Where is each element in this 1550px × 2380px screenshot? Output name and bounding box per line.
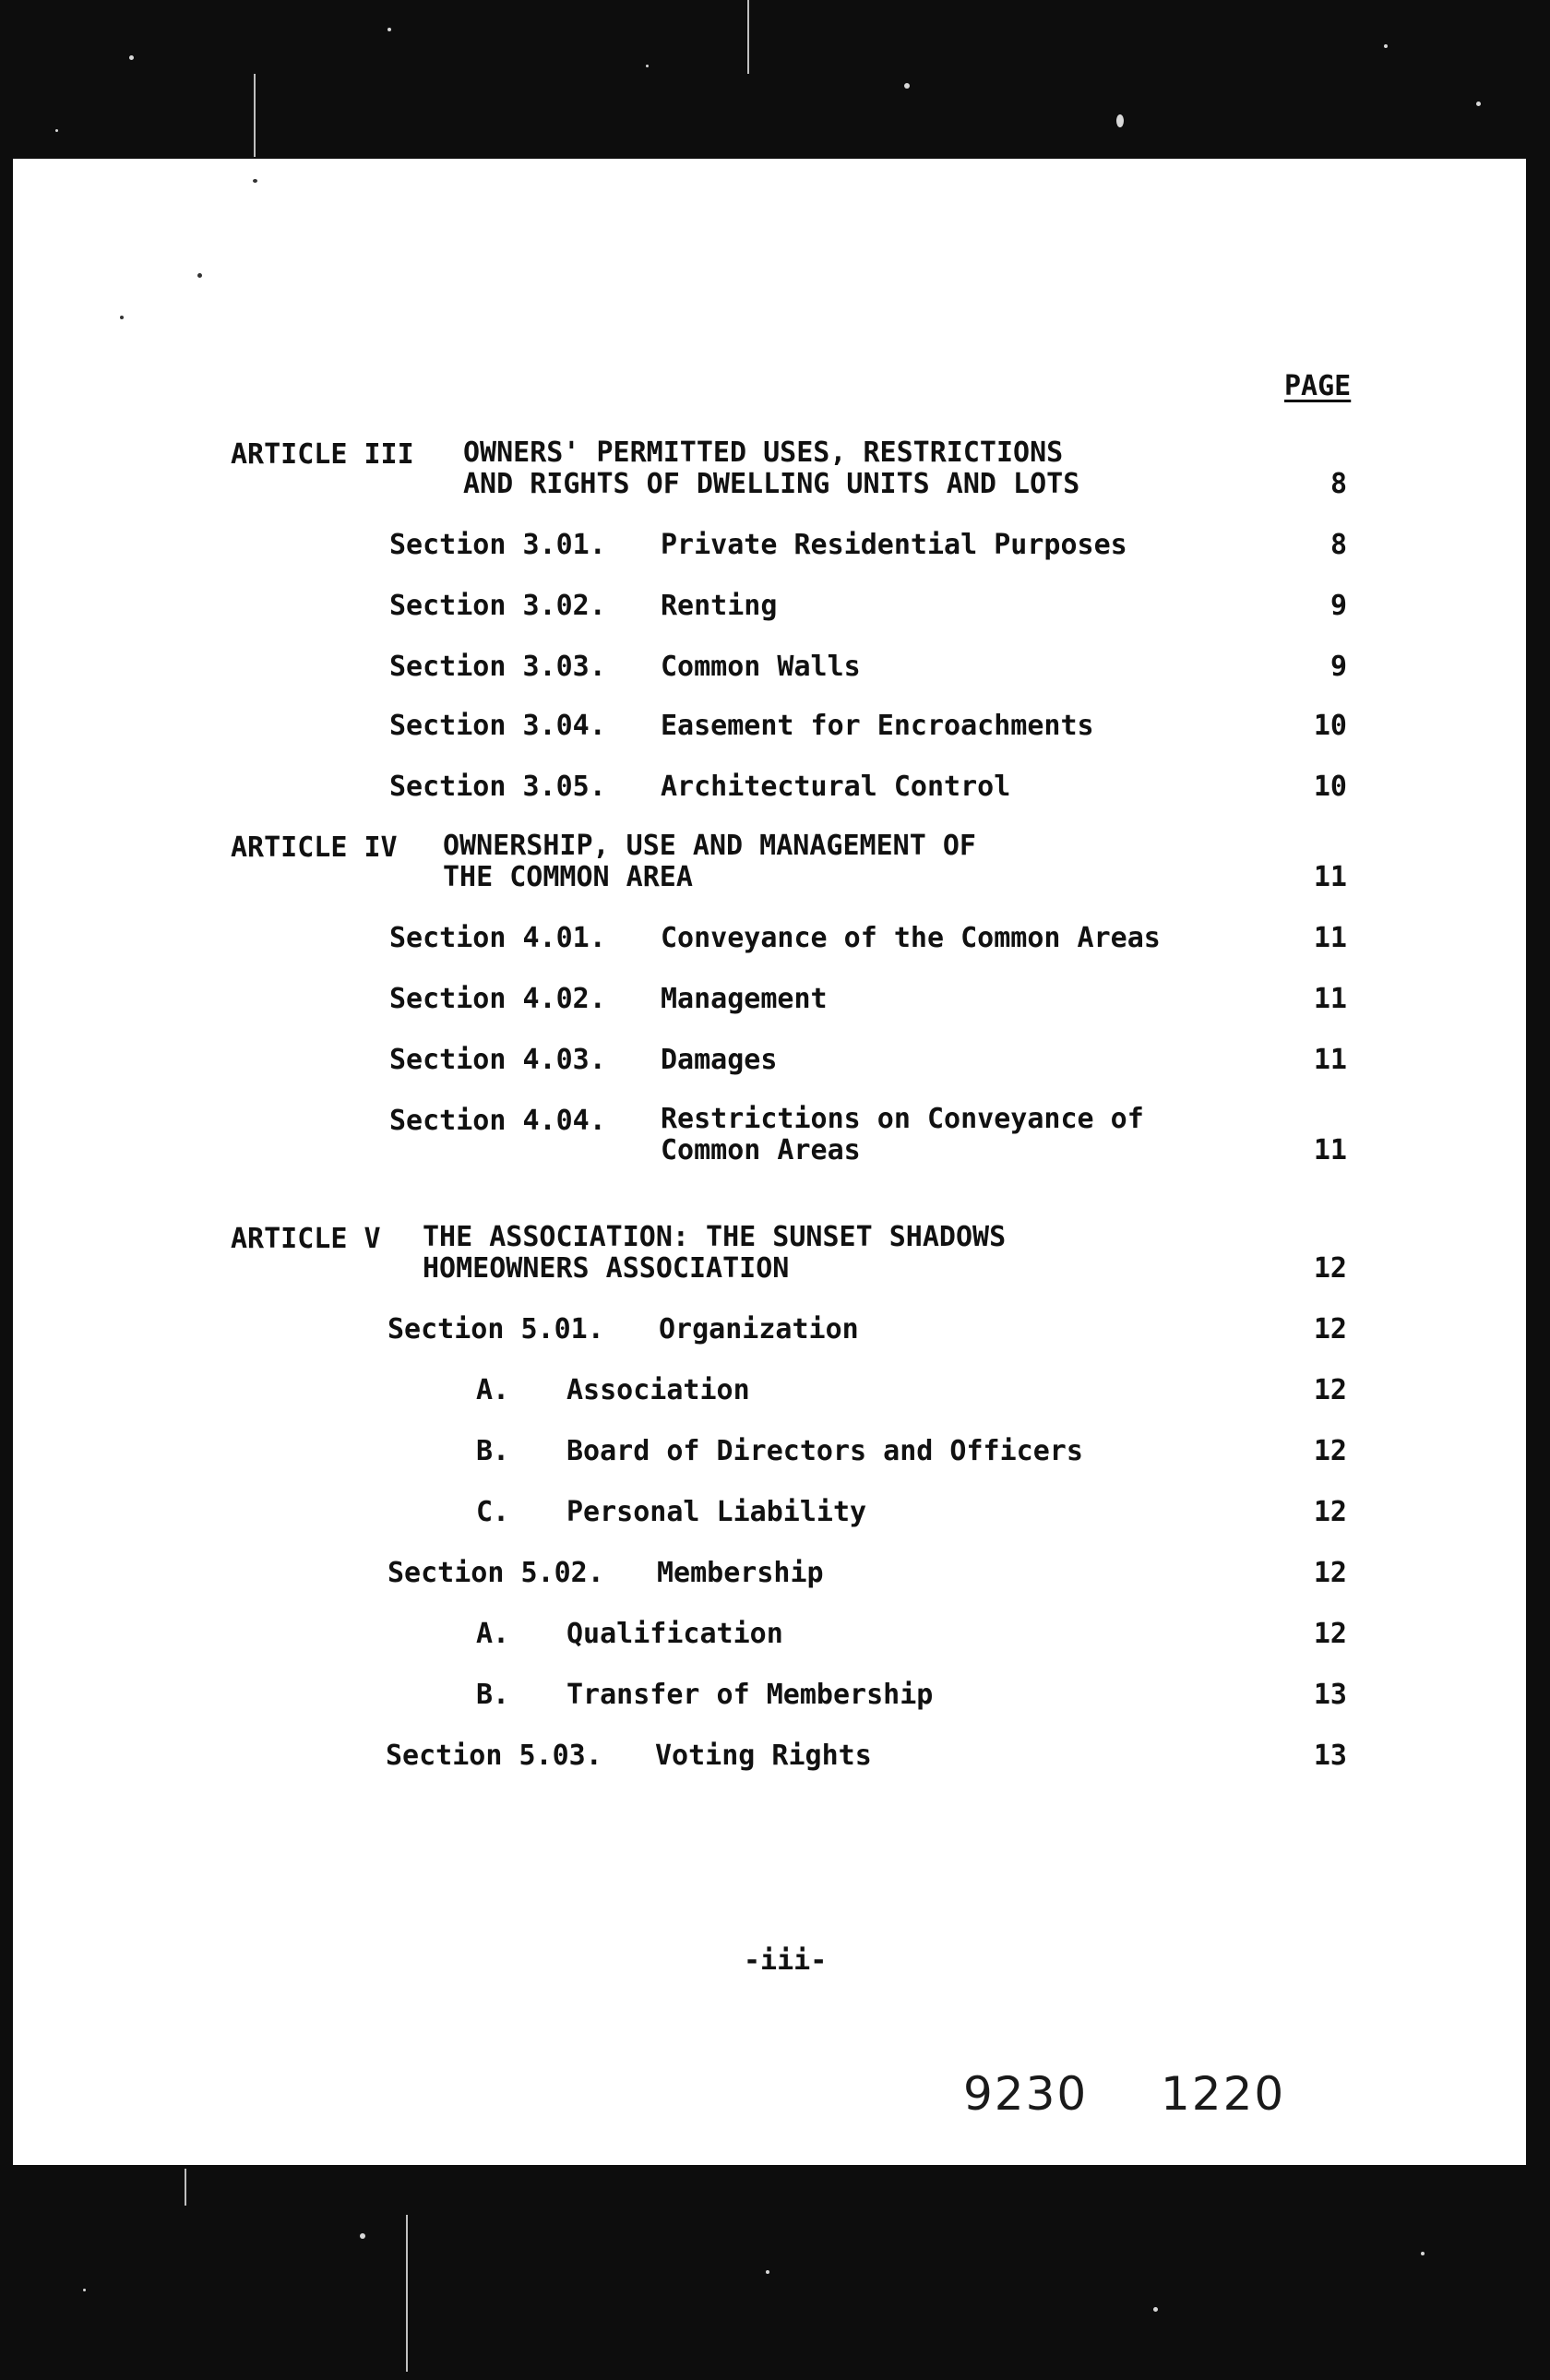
section-number: Section 5.02.: [388, 1557, 604, 1589]
section-number: Section 3.02.: [389, 590, 606, 622]
scan-speck: [129, 55, 134, 60]
scan-speck: [1421, 2252, 1425, 2255]
page-number: 12: [1313, 1313, 1347, 1345]
page-column-header: PAGE: [1284, 370, 1352, 402]
document-page: [13, 159, 1526, 2165]
article-label: ARTICLE IV: [231, 831, 398, 864]
section-title: Architectural Control: [661, 771, 1011, 803]
scan-speck: [1116, 114, 1124, 127]
scan-speck: [904, 83, 910, 89]
scan-speck: [1384, 44, 1388, 48]
scan-streak: [185, 2169, 186, 2206]
scan-speck: [1153, 2307, 1158, 2312]
section-title: Renting: [661, 590, 778, 622]
scan-speck: [55, 129, 58, 132]
page-mark: [120, 316, 124, 319]
scan-speck: [360, 2233, 365, 2239]
article-title-line: THE ASSOCIATION: THE SUNSET SHADOWS: [423, 1221, 1007, 1253]
scan-speck: [646, 65, 649, 67]
page-number: 8: [1329, 529, 1347, 561]
subsection-letter: C.: [476, 1496, 510, 1528]
subsection-letter: A.: [476, 1618, 510, 1650]
bates-number-right: 1220: [1161, 2067, 1286, 2121]
page-number: 11: [1313, 1134, 1347, 1166]
page-number: 12: [1313, 1435, 1347, 1467]
section-number: Section 4.02.: [389, 983, 606, 1015]
section-number: Section 4.04.: [389, 1105, 606, 1137]
scan-streak: [747, 0, 749, 74]
page-number: 11: [1313, 983, 1347, 1015]
section-title-line: Restrictions on Conveyance of: [661, 1103, 1144, 1135]
section-number: Section 5.03.: [386, 1740, 602, 1772]
subsection-title: Qualification: [566, 1618, 783, 1650]
page-number: 12: [1313, 1557, 1347, 1589]
subsection-title: Association: [566, 1374, 750, 1406]
section-number: Section 4.01.: [389, 922, 606, 954]
article-label: ARTICLE V: [231, 1223, 381, 1255]
subsection-title: Transfer of Membership: [566, 1679, 934, 1711]
scan-speck: [388, 28, 391, 31]
section-title: Management: [661, 983, 828, 1015]
section-title: Private Residential Purposes: [661, 529, 1127, 561]
subsection-letter: A.: [476, 1374, 510, 1406]
article-title-line: HOMEOWNERS ASSOCIATION: [423, 1252, 790, 1285]
article-title-line: OWNERS' PERMITTED USES, RESTRICTIONS: [463, 437, 1064, 469]
page-number: 9: [1329, 651, 1347, 683]
section-title: Conveyance of the Common Areas: [661, 922, 1161, 954]
article-title-line: OWNERSHIP, USE AND MANAGEMENT OF: [443, 830, 976, 862]
scan-streak: [254, 74, 256, 157]
section-title: Membership: [657, 1557, 824, 1589]
section-number: Section 3.01.: [389, 529, 606, 561]
section-title-line: Common Areas: [661, 1134, 861, 1166]
subsection-letter: B.: [476, 1435, 510, 1467]
subsection-letter: B.: [476, 1679, 510, 1711]
section-title: Organization: [659, 1313, 859, 1345]
page-number: 12: [1313, 1496, 1347, 1528]
page-number: 12: [1313, 1618, 1347, 1650]
page-mark: [253, 179, 257, 183]
section-number: Section 5.01.: [388, 1313, 604, 1345]
page-number: 12: [1313, 1374, 1347, 1406]
section-title: Damages: [661, 1044, 778, 1076]
article-label: ARTICLE III: [231, 438, 414, 471]
page-number: 11: [1313, 922, 1347, 954]
section-number: Section 3.04.: [389, 710, 606, 742]
page-number: 12: [1313, 1252, 1347, 1285]
scan-speck: [1476, 102, 1481, 106]
article-title-line: THE COMMON AREA: [443, 861, 693, 893]
scan-speck: [766, 2270, 769, 2274]
subsection-title: Personal Liability: [566, 1496, 867, 1528]
section-number: Section 3.03.: [389, 651, 606, 683]
page-number: 10: [1313, 771, 1347, 803]
page-footer-number: -iii-: [744, 1944, 828, 1977]
page-number: 8: [1329, 468, 1347, 500]
section-number: Section 4.03.: [389, 1044, 606, 1076]
page-mark: [197, 273, 202, 278]
section-title: Voting Rights: [655, 1740, 872, 1772]
page-number: 13: [1313, 1679, 1347, 1711]
page-number: 13: [1313, 1740, 1347, 1772]
page-number: 11: [1313, 1044, 1347, 1076]
page-number: 11: [1313, 861, 1347, 893]
scan-streak: [406, 2215, 408, 2372]
page-number: 10: [1313, 710, 1347, 742]
page-number: 9: [1329, 590, 1347, 622]
section-number: Section 3.05.: [389, 771, 606, 803]
subsection-title: Board of Directors and Officers: [566, 1435, 1083, 1467]
section-title: Easement for Encroachments: [661, 710, 1094, 742]
section-title: Common Walls: [661, 651, 861, 683]
article-title-line: AND RIGHTS OF DWELLING UNITS AND LOTS: [463, 468, 1080, 500]
scan-speck: [83, 2289, 86, 2291]
bates-number-left: 9230: [963, 2067, 1089, 2121]
